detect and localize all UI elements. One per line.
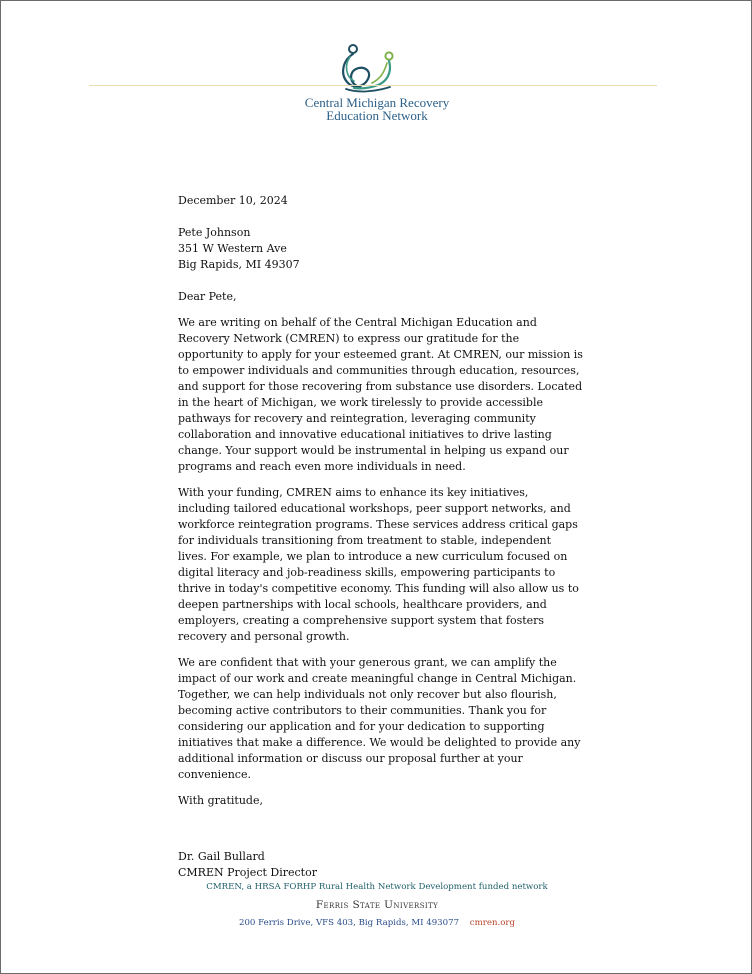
recipient-city: Big Rapids, MI 49307 bbox=[178, 258, 300, 271]
recipient-street: 351 W Western Ave bbox=[178, 242, 287, 255]
salutation: Dear Pete, bbox=[178, 290, 237, 303]
organization-name-line2: Education Network bbox=[326, 108, 428, 123]
letter-body bbox=[178, 193, 583, 881]
organization-name-line1: Central Michigan Recovery bbox=[304, 95, 450, 110]
two-figures-embrace-logo-icon bbox=[334, 43, 406, 95]
letter-footer bbox=[151, 881, 603, 929]
letter-date: December 10, 2024 bbox=[178, 194, 288, 207]
footer-tagline: CMREN, a HRSA FORHP Rural Health Network Development funded network bbox=[206, 882, 548, 892]
footer-website-link[interactable]: cmren.org bbox=[469, 918, 516, 928]
signer-title: CMREN Project Director bbox=[178, 866, 317, 879]
body-paragraph-3: We are confident that with your generous grant, we can amplify the impact of our work and create meaningful change in Central Michigan. Together, we can help individuals not only recover but also flourish, becoming active contributors to their communities. Thank you for considering our application and for your dedication to supporting initiatives that make a difference. We would be delighted to provide any additional information or discuss our proposal further at your convenience. bbox=[178, 656, 581, 781]
signer-name: Dr. Gail Bullard bbox=[178, 850, 265, 863]
recipient-address bbox=[178, 225, 583, 273]
letterhead-rule bbox=[89, 85, 657, 86]
closing: With gratitude, bbox=[178, 794, 263, 807]
footer-university: Ferris State University bbox=[315, 899, 439, 911]
organization-name bbox=[263, 96, 491, 122]
recipient-name: Pete Johnson bbox=[178, 226, 251, 239]
footer-contact bbox=[151, 917, 603, 929]
body-paragraph-2: With your funding, CMREN aims to enhance its key initiatives, including tailored educational workshops, peer support networks, and workforce reintegration programs. These services address critical gaps for individuals transitioning from treatment to stable, independent lives. For example, we plan to introduce a new curriculum focused on digital literacy and job-readiness skills, empowering participants to thrive in today's competitive economy. This funding will also allow us to deepen partnerships with local schools, healthcare providers, and employers, creating a comprehensive support system that fosters recovery and personal growth. bbox=[178, 486, 579, 643]
footer-address: 200 Ferris Drive, VFS 403, Big Rapids, MI 493077 bbox=[238, 918, 460, 928]
signature-block bbox=[178, 849, 583, 881]
body-paragraph-1: We are writing on behalf of the Central Michigan Education and Recovery Network (CMREN) to express our gratitude for the opportunity to apply for your esteemed grant. At CMREN, our mission is to empower individuals and communities through education, resources, and support for those recovering from substance use disorders. Located in the heart of Michigan, we work tirelessly to provide accessible pathways for recovery and reintegration, leveraging community collaboration and innovative educational initiatives to drive lasting change. Your support would be instrumental in helping us expand our programs and reach even more individuals in need. bbox=[178, 316, 583, 473]
